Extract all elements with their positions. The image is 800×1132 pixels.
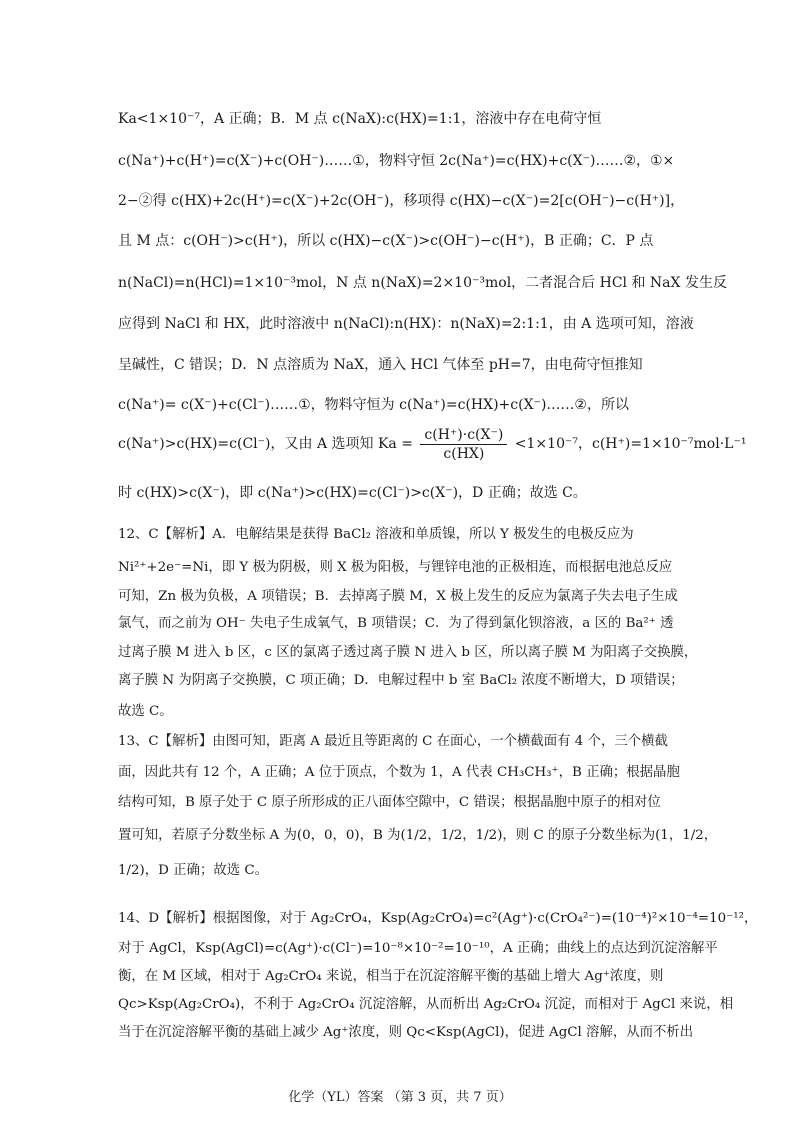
text-line: 时 c(HX)>c(X⁻)，即 c(Na⁺)>c(HX)=c(Cl⁻)>c(X⁻)，D 正确；故选 C。: [118, 485, 587, 501]
text-line: Ni²⁺+2e⁻=Ni，即 Y 极为阴极，则 X 极为阳极，与锂锌电池的正极相连，而根据电池总反应: [118, 560, 673, 575]
text-line: 可知，Zn 极为负极，A 项错误；B．去掉离子膜 M，X 极上发生的反应为氯离子失去电子生成: [118, 589, 678, 604]
text-line: 面，因此共有 12 个，A 正确；A 位于顶点，个数为 1，A 代表 CH₃CH₃⁺，B 正确；根据晶胞: [118, 765, 680, 780]
text-line: Ka<1×10⁻⁷，A 正确；B．M 点 c(NaX):c(HX)=1:1，溶液中存在电荷守恒: [118, 111, 602, 127]
q14-heading-line: 14、D【解析】根据图像，对于 Ag₂CrO₄，Ksp(Ag₂CrO₄)=c²(Ag⁺)·c(CrO₄²⁻)=(10⁻⁴)²×10⁻⁴=10⁻¹²，: [118, 911, 758, 926]
equation-line: [118, 424, 747, 468]
q12-heading-line: 12、C【解析】A．电解结果是获得 BaCl₂ 溶液和单质镍，所以 Y 极发生的电极反应为: [118, 527, 634, 542]
text-line: 1/2)，D 正确；故选 C。: [118, 863, 269, 878]
ka-fraction: [420, 426, 507, 463]
text-line: 过离子膜 M 进入 b 区，c 区的氯离子透过离子膜 N 进入 b 区，所以离子膜 M 为阳离子交换膜，: [118, 645, 698, 660]
text-line: 故选 C。: [118, 704, 173, 719]
text-line: 且 M 点：c(OH⁻)>c(H⁺)，所以 c(HX)−c(X⁻)>c(OH⁻)−c(H⁺)，B 正确；C．P 点: [118, 233, 654, 249]
text-line: n(NaCl)=n(HCl)=1×10⁻³mol，N 点 n(NaX)=2×10⁻³mol，二者混合后 HCl 和 NaX 发生反: [118, 275, 727, 291]
text-line: 离子膜 N 为阴离子交换膜，C 项正确；D．电解过程中 b 室 BaCl₂ 浓度不断增大，D 项错误；: [118, 673, 684, 688]
equation-right: <1×10⁻⁷，c(H⁺)=1×10⁻⁷mol·L⁻¹: [514, 436, 747, 452]
text-line: 结构可知，B 原子处于 C 原子所形成的正八面体空隙中，C 错误；根据晶胞中原子的相对位: [118, 795, 661, 810]
page-footer: 化学（YL）答案 （第 3 页，共 7 页）: [288, 1090, 512, 1105]
text-line: c(Na⁺)= c(X⁻)+c(Cl⁻)……①，物料守恒为 c(Na⁺)=c(HX)+c(X⁻)……②，所以: [118, 397, 629, 413]
text-line: 当于在沉淀溶解平衡的基础上减少 Ag⁺浓度，则 Qc<Ksp(AgCl)，促进 AgCl 溶解，从而不析出: [118, 1025, 694, 1040]
text-line: 应得到 NaCl 和 HX，此时溶液中 n(NaCl):n(HX)：n(NaX)=2:1:1，由 A 选项可知，溶液: [118, 316, 694, 332]
equation-left: c(Na⁺)>c(HX)=c(Cl⁻)，又由 A 选项知 Ka =: [118, 436, 413, 452]
text-line: Qc>Ksp(Ag₂CrO₄)，不利于 Ag₂CrO₄ 沉淀溶解，从而析出 Ag₂CrO₄ 沉淀，而相对于 AgCl 来说，相: [118, 997, 734, 1012]
fraction-numerator: c(H⁺)·c(X⁻): [420, 426, 507, 445]
text-line: 衡，在 M 区域，相对于 Ag₂CrO₄ 来说，相当于在沉淀溶解平衡的基础上增大 Ag⁺浓度，则: [118, 969, 664, 984]
text-line: 呈碱性，C 错误；D．N 点溶质为 NaX，通入 HCl 气体至 pH=7，由电荷守恒推知: [118, 357, 643, 373]
text-line: 2−②得 c(HX)+2c(H⁺)=c(X⁻)+2c(OH⁻)，移项得 c(HX)−c(X⁻)=2[c(OH⁻)−c(H⁺)]，: [118, 193, 685, 209]
q13-heading-line: 13、C【解析】由图可知，距离 A 最近且等距离的 C 在面心，一个横截面有 4 个，三个横截: [118, 734, 668, 749]
text-line: 氯气，而之前为 OH⁻ 失电子生成氧气，B 项错误；C．为了得到氯化钡溶液，a 区的 Ba²⁺ 透: [118, 616, 674, 631]
fraction-denominator: c(HX): [443, 445, 485, 462]
text-line: c(Na⁺)+c(H⁺)=c(X⁻)+c(OH⁻)……①，物料守恒 2c(Na⁺)=c(HX)+c(X⁻)……②，①×: [118, 153, 675, 169]
text-line: 置可知，若原子分数坐标 A 为(0，0，0)，B 为(1/2，1/2，1/2)，则 C 的原子分数坐标为(1，1/2，: [118, 828, 718, 843]
text-line: 对于 AgCl，Ksp(AgCl)=c(Ag⁺)·c(Cl⁻)=10⁻⁸×10⁻²=10⁻¹⁰，A 正确；曲线上的点达到沉淀溶解平: [118, 941, 718, 956]
